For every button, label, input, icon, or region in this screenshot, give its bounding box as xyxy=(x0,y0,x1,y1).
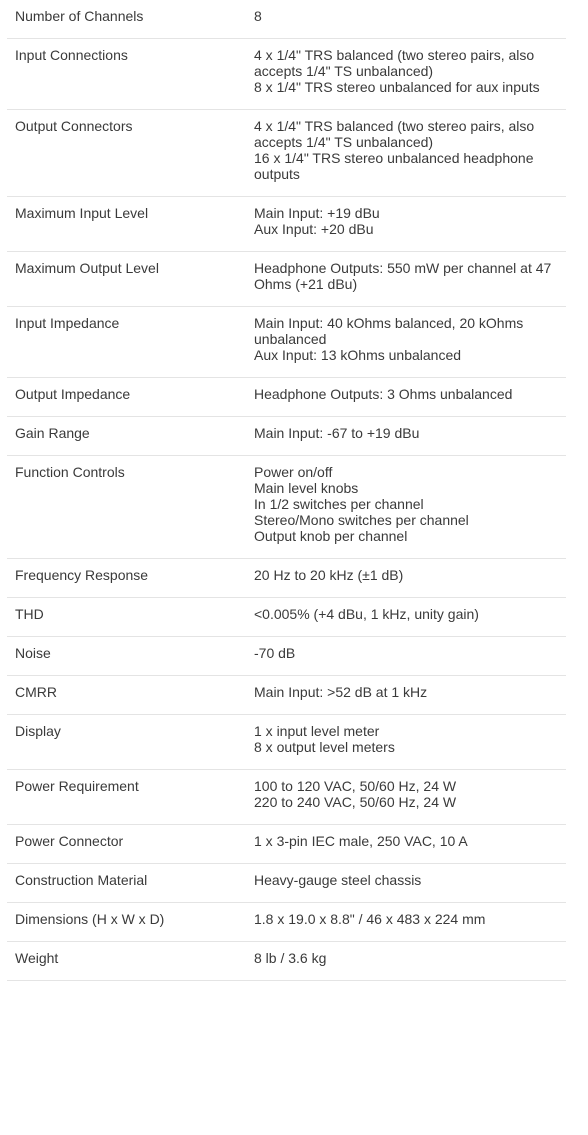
spec-label: Power Connector xyxy=(15,833,124,849)
spec-value xyxy=(246,110,566,197)
spec-row xyxy=(7,770,566,825)
spec-value xyxy=(246,307,566,378)
spec-value-line: Headphone Outputs: 3 Ohms unbalanced xyxy=(254,386,513,402)
spec-value-line: Aux Input: 13 kOhms unbalanced xyxy=(254,347,462,363)
spec-value-line: 220 to 240 VAC, 50/60 Hz, 24 W xyxy=(254,794,457,810)
spec-label: Output Connectors xyxy=(15,118,133,134)
spec-row xyxy=(7,307,566,378)
spec-value-line: Aux Input: +20 dBu xyxy=(254,221,374,237)
spec-value-line: 1 x input level meter xyxy=(254,723,380,739)
spec-label: THD xyxy=(15,606,44,622)
spec-label: Function Controls xyxy=(15,464,125,480)
spec-label: Weight xyxy=(15,950,59,966)
spec-row xyxy=(7,559,566,598)
spec-value-line: Stereo/Mono switches per channel xyxy=(254,512,469,528)
spec-value xyxy=(246,715,566,770)
spec-row xyxy=(7,637,566,676)
spec-value xyxy=(246,39,566,110)
spec-label: Frequency Response xyxy=(15,567,149,583)
spec-label: Dimensions (H x W x D) xyxy=(15,911,165,927)
spec-row xyxy=(7,864,566,903)
spec-label: Maximum Output Level xyxy=(15,260,159,276)
spec-value-line: Main Input: >52 dB at 1 kHz xyxy=(254,684,428,700)
spec-value-line: 8 lb / 3.6 kg xyxy=(254,950,327,966)
spec-row xyxy=(7,0,566,39)
spec-value-line: Main Input: +19 dBu xyxy=(254,205,380,221)
spec-value-line: Headphone Outputs: 550 mW per channel at 47 Ohms (+21 dBu) xyxy=(254,260,552,292)
spec-row xyxy=(7,942,566,981)
spec-row xyxy=(7,598,566,637)
spec-value-line: Output knob per channel xyxy=(254,528,408,544)
spec-value-line: -70 dB xyxy=(254,645,296,661)
spec-row xyxy=(7,456,566,559)
spec-row xyxy=(7,676,566,715)
spec-value xyxy=(246,378,566,417)
spec-value xyxy=(246,417,566,456)
spec-value xyxy=(246,598,566,637)
spec-value xyxy=(246,825,566,864)
spec-value-line: Power on/off xyxy=(254,464,333,480)
spec-value-line: 1 x 3-pin IEC male, 250 VAC, 10 A xyxy=(254,833,468,849)
spec-value xyxy=(246,197,566,252)
spec-row xyxy=(7,197,566,252)
spec-value xyxy=(246,637,566,676)
spec-value-line: 4 x 1/4" TRS balanced (two stereo pairs, also accepts 1/4" TS unbalanced) xyxy=(254,118,535,150)
spec-value xyxy=(246,864,566,903)
spec-label: Output Impedance xyxy=(15,386,131,402)
spec-value-line: 20 Hz to 20 kHz (±1 dB) xyxy=(254,567,404,583)
spec-row xyxy=(7,252,566,307)
spec-label: Input Connections xyxy=(15,47,128,63)
spec-value-line: 100 to 120 VAC, 50/60 Hz, 24 W xyxy=(254,778,457,794)
spec-row xyxy=(7,825,566,864)
spec-label: Noise xyxy=(15,645,51,661)
specifications-body xyxy=(7,0,566,981)
spec-value-line: 16 x 1/4" TRS stereo unbalanced headphone outputs xyxy=(254,150,534,182)
spec-value-line: Main Input: 40 kOhms balanced, 20 kOhms unbalanced xyxy=(254,315,524,347)
spec-value xyxy=(246,770,566,825)
spec-row xyxy=(7,39,566,110)
spec-row xyxy=(7,110,566,197)
spec-value-line: Main level knobs xyxy=(254,480,359,496)
spec-value xyxy=(246,903,566,942)
spec-label: CMRR xyxy=(15,684,57,700)
spec-label: Number of Channels xyxy=(15,8,144,24)
spec-value-line: Heavy-gauge steel chassis xyxy=(254,872,422,888)
spec-value xyxy=(246,252,566,307)
spec-value xyxy=(246,0,566,39)
specifications-table xyxy=(7,0,566,981)
spec-row xyxy=(7,715,566,770)
spec-value-line: 8 x output level meters xyxy=(254,739,395,755)
spec-value-line: <0.005% (+4 dBu, 1 kHz, unity gain) xyxy=(254,606,479,622)
spec-value-line: 8 xyxy=(254,8,262,24)
spec-value-line: 4 x 1/4" TRS balanced (two stereo pairs, also accepts 1/4" TS unbalanced) xyxy=(254,47,535,79)
spec-row xyxy=(7,378,566,417)
spec-value-line: In 1/2 switches per channel xyxy=(254,496,424,512)
spec-row xyxy=(7,417,566,456)
spec-value-line: 1.8 x 19.0 x 8.8" / 46 x 483 x 224 mm xyxy=(254,911,486,927)
spec-value xyxy=(246,942,566,981)
spec-value xyxy=(246,676,566,715)
spec-label: Maximum Input Level xyxy=(15,205,149,221)
spec-row xyxy=(7,903,566,942)
spec-value-line: 8 x 1/4" TRS stereo unbalanced for aux inputs xyxy=(254,79,540,95)
spec-label: Gain Range xyxy=(15,425,90,441)
spec-label: Construction Material xyxy=(15,872,148,888)
spec-label: Display xyxy=(15,723,61,739)
spec-value xyxy=(246,456,566,559)
spec-value xyxy=(246,559,566,598)
spec-label: Input Impedance xyxy=(15,315,120,331)
spec-value-line: Main Input: -67 to +19 dBu xyxy=(254,425,420,441)
spec-label: Power Requirement xyxy=(15,778,139,794)
